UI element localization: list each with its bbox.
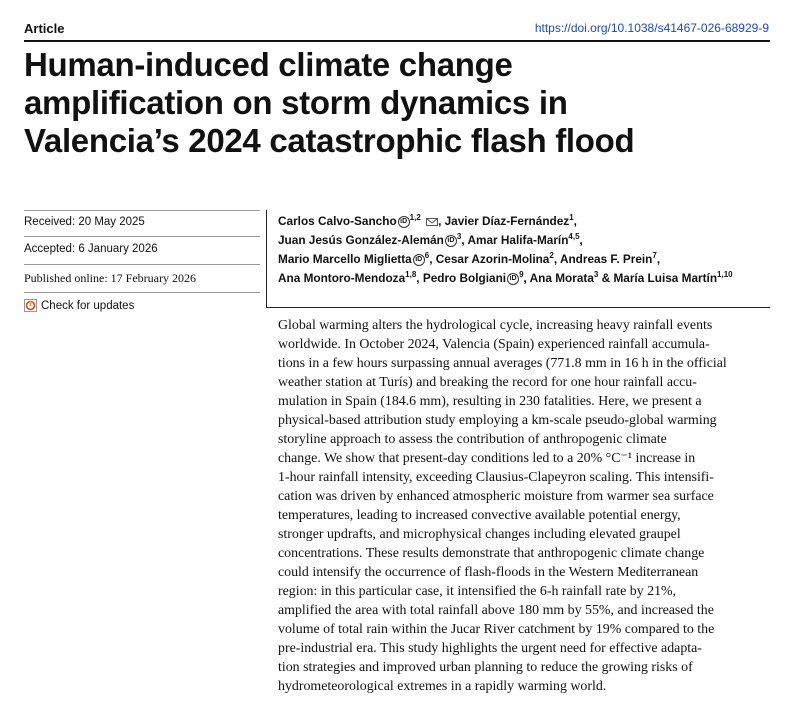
check-for-updates-button[interactable] (24, 299, 134, 312)
abstract-line: mulation in Spain (184.6 mm), resulting in 230 fatalities. Here, we present a (278, 394, 702, 409)
header-rule (24, 40, 770, 42)
author-name[interactable]: Carlos Calvo-Sancho (278, 214, 397, 228)
authors-bottom-rule (266, 307, 770, 308)
article-title (24, 46, 764, 160)
abstract-line: could intensify the occurrence of flash-floods in the Western Mediterranean (278, 565, 699, 580)
author-name[interactable]: Pedro Bolgiani (422, 271, 507, 285)
separator: , (553, 252, 558, 266)
received-date: Received: 20 May 2025 (24, 216, 145, 228)
separator: , (416, 271, 420, 285)
orcid-icon[interactable]: iD (398, 216, 410, 228)
separator: , (429, 252, 433, 266)
abstract-line: physical-based attribution study employing a km-scale pseudo-global warming (278, 413, 717, 428)
title-line: amplification on storm dynamics in (24, 84, 568, 121)
affiliation-sup: 3 (456, 232, 462, 242)
abstract-line: tion strategies and improved urban planning to reduce the growing risks of (278, 660, 693, 675)
author-name[interactable]: Ana Morata (529, 271, 594, 285)
ampersand: & (601, 271, 611, 285)
meta-top-rule (24, 210, 260, 211)
abstract-line: worldwide. In October 2024, Valencia (Spain) experienced rainfall accumula- (278, 337, 710, 352)
affiliation-sup: 9 (519, 270, 524, 280)
separator: , (461, 233, 465, 247)
orcid-icon[interactable]: iD (507, 273, 519, 285)
orcid-icon[interactable]: iD (445, 235, 457, 247)
meta-rule (24, 292, 260, 293)
abstract-line: tions in a few hours surpassing annual averages (771.8 mm in 16 h in the official (278, 356, 727, 371)
author-name[interactable]: Cesar Azorin-Molina (435, 252, 550, 266)
abstract-line: region: in this particular case, it intensified the 6-h rainfall rate by 21%, (278, 584, 677, 599)
affiliation-sup: 6 (424, 251, 430, 261)
abstract-line: amplified the area with total rainfall above 180 mm by 55%, and increased the (278, 603, 714, 618)
abstract-line: concentrations. These results demonstrate that anthropogenic climate change (278, 546, 705, 561)
affiliation-sup: 2 (549, 251, 554, 261)
title-line: Valencia’s 2024 catastrophic flash flood (24, 122, 635, 159)
affiliation-sup: 1,2 (409, 213, 421, 223)
affiliation-sup: 1,10 (717, 270, 733, 280)
orcid-icon[interactable]: iD (413, 254, 425, 266)
title-line: Human-induced climate change (24, 46, 513, 83)
author-list (278, 212, 770, 288)
abstract-line: 1-hour rainfall intensity, exceeding Clausius-Clapeyron scaling. This intensifi- (278, 470, 714, 485)
abstract-line: weather station at Turís) and breaking the record for one hour rainfall accu- (278, 375, 697, 390)
article-type-label: Article (24, 21, 65, 36)
abstract-line: stronger updrafts, and microphysical changes including elevated graupel (278, 527, 681, 542)
check-updates-label: Check for updates (41, 299, 135, 312)
author-name[interactable]: María Luisa Martín (613, 271, 718, 285)
separator: , (523, 271, 527, 285)
abstract-line: volume of total rain within the Jucar River catchment by 19% compared to the (278, 622, 715, 637)
email-icon[interactable] (426, 218, 438, 226)
abstract (278, 316, 772, 726)
affiliation-sup: 7 (652, 251, 657, 261)
meta-rule (24, 236, 260, 237)
author-name[interactable]: Javier Díaz-Fernández (444, 214, 570, 228)
abstract-line: change. We show that present-day conditions led to a 20% °C⁻¹ increase in (278, 451, 696, 466)
affiliation-sup: 3 (593, 270, 599, 280)
separator: , (579, 233, 583, 247)
abstract-line: storyline approach to assess the contribution of anthropogenic climate (278, 432, 667, 447)
author-name[interactable]: Juan Jesús González-Alemán (278, 233, 444, 247)
separator: , (438, 214, 442, 228)
authors-divider (266, 210, 267, 307)
author-name[interactable]: Ana Montoro-Mendoza (278, 271, 406, 285)
separator: , (573, 214, 577, 228)
check-updates-icon (24, 299, 37, 312)
abstract-line: pre-industrial era. This study highlights the urgent need for effective adapta- (278, 641, 702, 656)
affiliation-sup: 1 (569, 213, 574, 223)
accepted-date: Accepted: 6 January 2026 (24, 243, 158, 255)
meta-rule (24, 264, 260, 265)
author-name[interactable]: Andreas F. Prein (559, 252, 653, 266)
abstract-line: temperatures, leading to increased convective available potential energy, (278, 508, 681, 523)
published-date: Published online: 17 February 2026 (24, 271, 196, 285)
separator: , (656, 252, 661, 266)
abstract-line: cation was driven by enhanced atmospheric moisture from warmer sea surface (278, 489, 714, 504)
abstract-line: hydrometeorological extremes in a rapidly warming world. (278, 679, 607, 694)
doi-link[interactable]: https://doi.org/10.1038/s41467-026-68929-9 (534, 21, 769, 35)
abstract-line: Global warming alters the hydrological cycle, increasing heavy rainfall events (278, 318, 713, 333)
author-name[interactable]: Amar Halifa-Marín (467, 233, 569, 247)
author-name[interactable]: Mario Marcello Miglietta (278, 252, 412, 266)
affiliation-sup: 1,8 (405, 270, 417, 280)
affiliation-sup: 4,5 (568, 232, 580, 242)
